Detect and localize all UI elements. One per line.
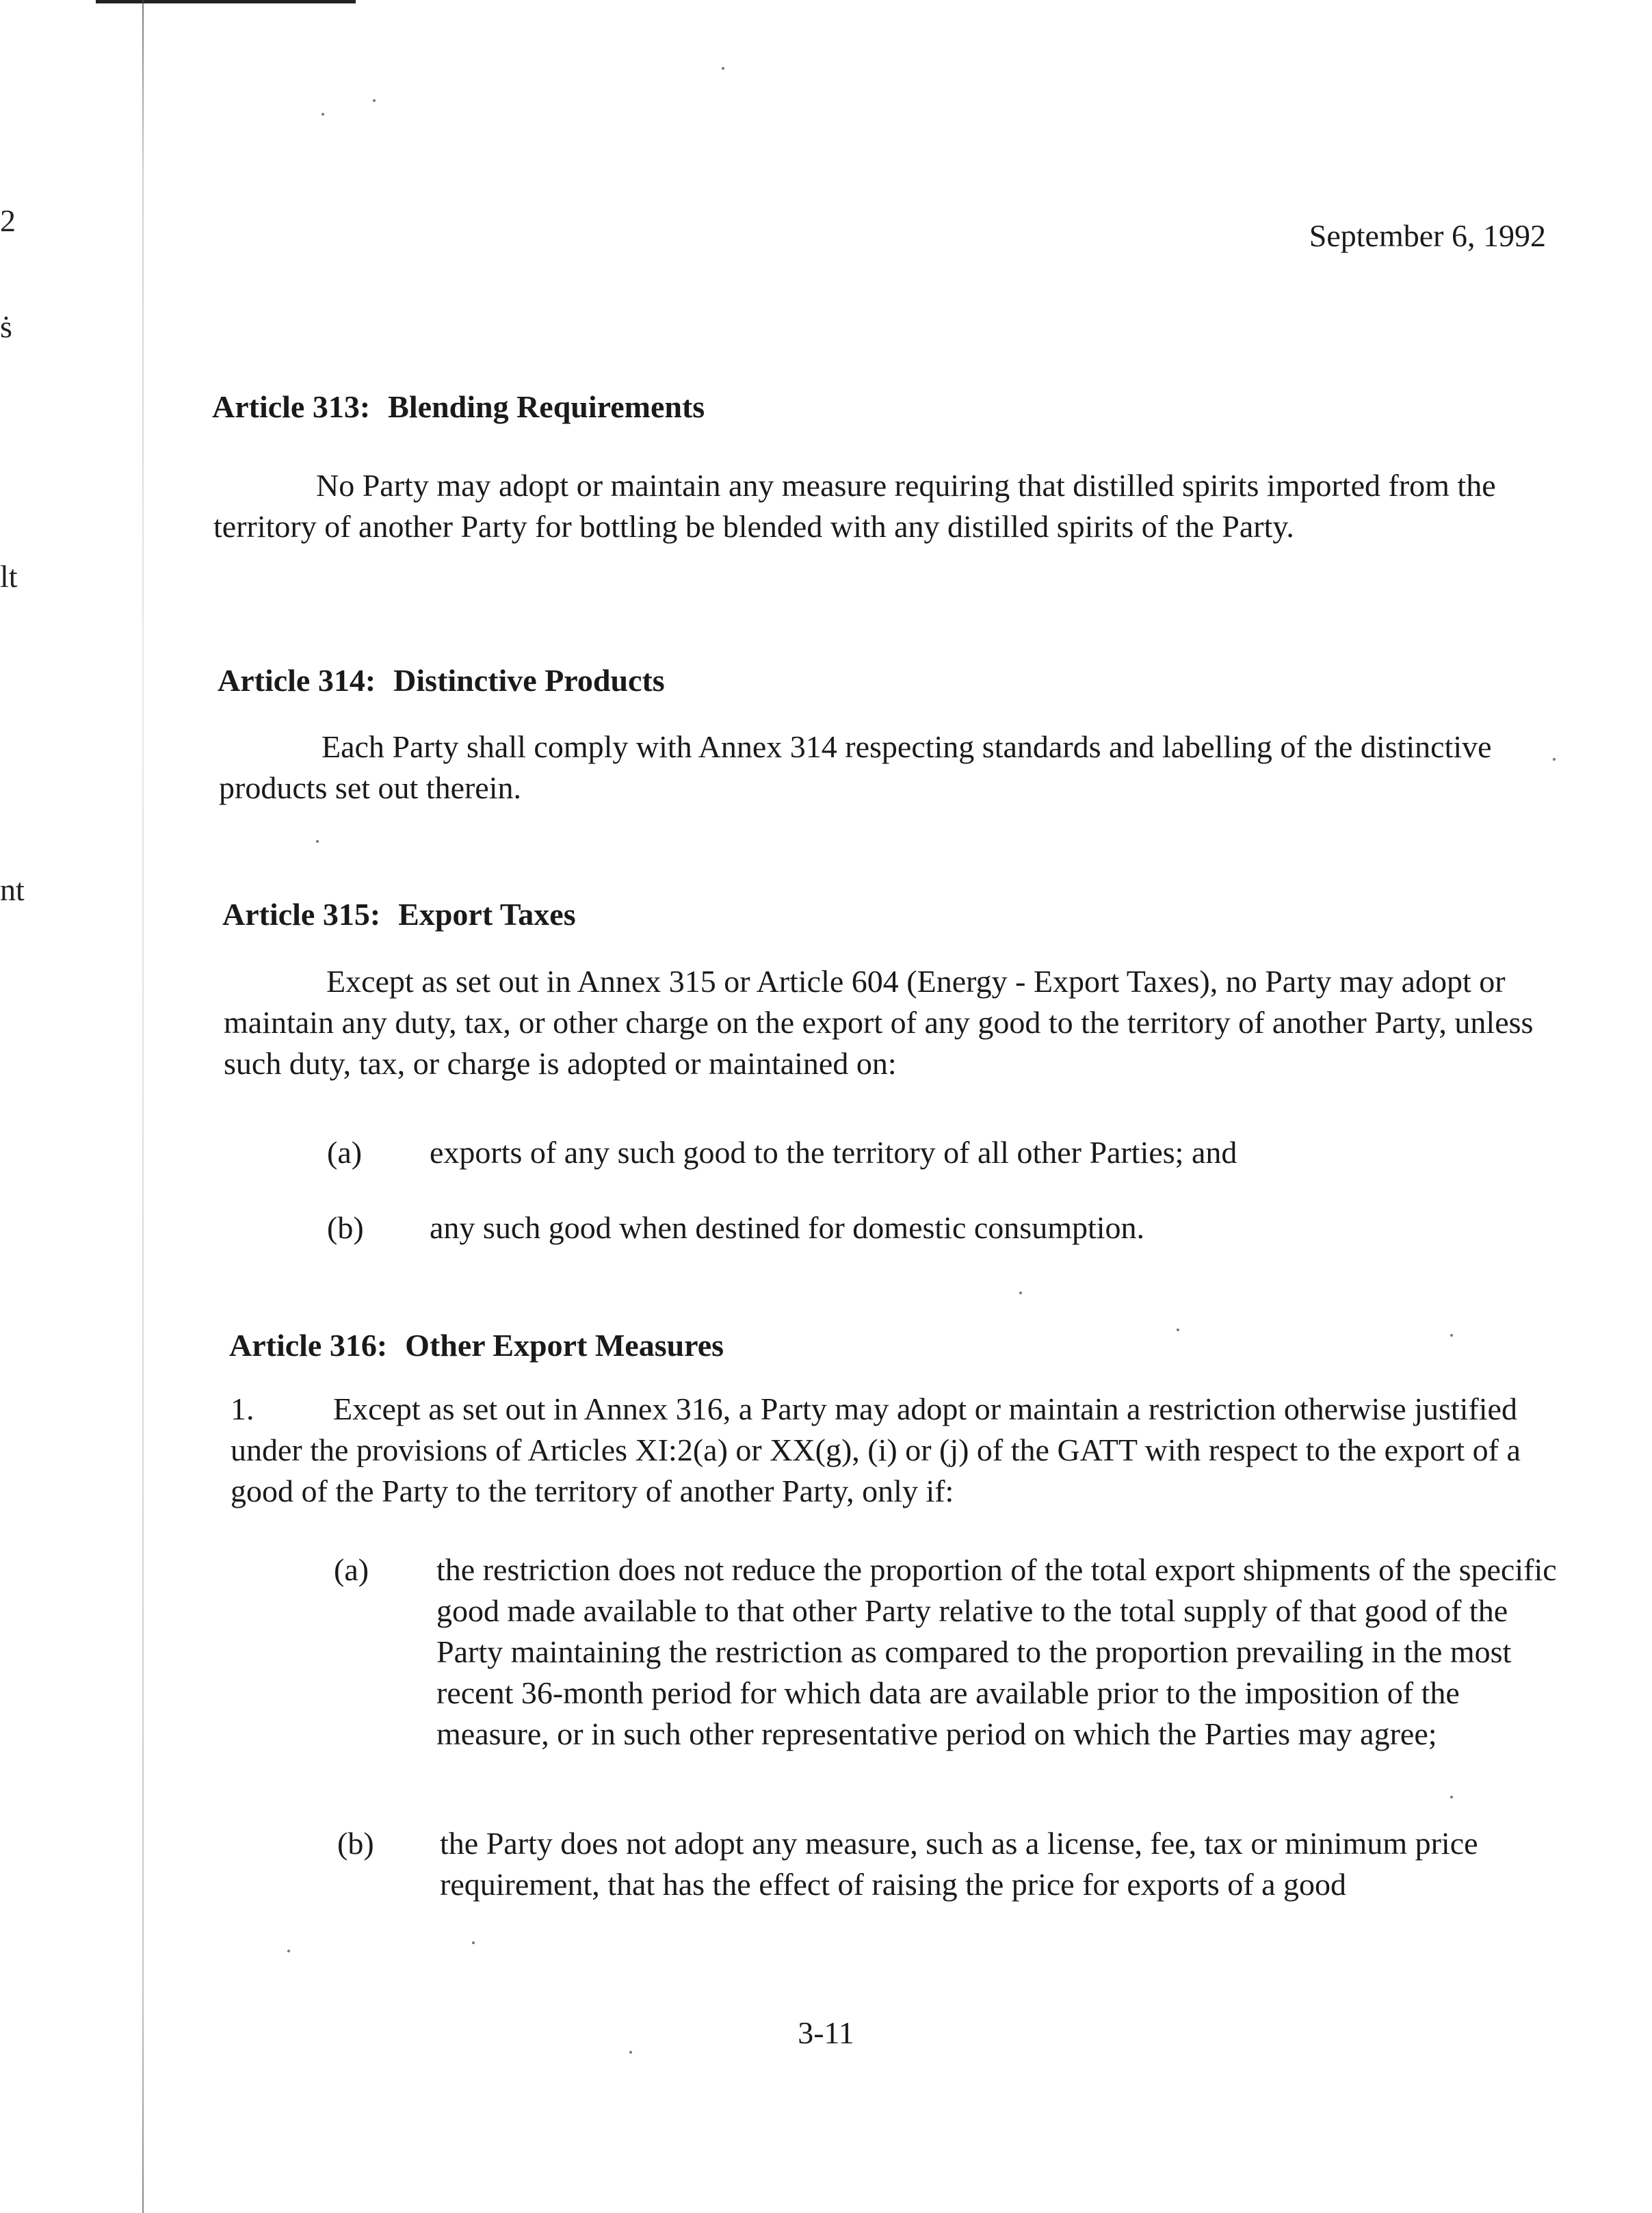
margin-fragment: ṡ bbox=[0, 309, 12, 344]
item-marker: (b) bbox=[327, 1210, 364, 1245]
item-marker: (a) bbox=[327, 1135, 363, 1170]
scan-speck bbox=[1019, 1292, 1022, 1294]
scan-speck bbox=[472, 1941, 475, 1944]
item-text: exports of any such good to the territory of all other Parties; and bbox=[430, 1135, 1237, 1170]
scan-speck bbox=[629, 2051, 632, 2054]
article-313-heading bbox=[212, 389, 705, 425]
article-title: Export Taxes bbox=[398, 897, 576, 932]
article-315-item-b bbox=[327, 1207, 1551, 1248]
scan-speck bbox=[1450, 1334, 1453, 1337]
article-number: Article 314: bbox=[218, 663, 376, 698]
margin-fragment: lt bbox=[0, 559, 18, 594]
scan-speck bbox=[322, 113, 324, 116]
margin-fragment: 2 bbox=[0, 203, 16, 238]
article-315-item-a bbox=[327, 1132, 1551, 1173]
scan-speck bbox=[1177, 1328, 1179, 1331]
article-number: Article 316: bbox=[229, 1328, 388, 1363]
document-date: September 6, 1992 bbox=[1309, 218, 1546, 253]
paragraph-text: Except as set out in Annex 316, a Party may adopt or maintain a restriction otherwise justified under the provisions of Articles XI:2(a) or XX(g), (i) or (j) of the GATT with respect to the export of a good of the Party to the territory of another Party, only if: bbox=[231, 1391, 1521, 1508]
scan-binding-line bbox=[142, 0, 144, 2213]
article-title: Distinctive Products bbox=[393, 663, 665, 698]
item-text: the Party does not adopt any measure, such as a license, fee, tax or minimum price requirement, that has the effect of raising the price for exports of a good bbox=[440, 1826, 1478, 1902]
scan-speck bbox=[1553, 758, 1556, 761]
scan-speck bbox=[287, 1950, 290, 1952]
article-316-heading bbox=[229, 1327, 724, 1363]
article-title: Other Export Measures bbox=[405, 1328, 724, 1363]
item-marker: (b) bbox=[337, 1826, 374, 1861]
scan-speck bbox=[1450, 1796, 1453, 1798]
article-313-paragraph: No Party may adopt or maintain any measure requiring that distilled spirits imported from the territory of another Party for bottling be blended with any distilled spirits of the Party. bbox=[213, 468, 1496, 544]
article-314-heading bbox=[218, 662, 665, 698]
scan-speck bbox=[722, 67, 724, 70]
article-315-paragraph: Except as set out in Annex 315 or Article 604 (Energy - Export Taxes), no Party may adopt or maintain any duty, tax, or other charge on the export of any good to the territory of another Party, unless such duty, tax, or charge is adopted or maintained on: bbox=[224, 964, 1534, 1081]
item-text: the restriction does not reduce the proportion of the total export shipments of the specific good made available to that other Party relative to the total supply of that good of the Party maintaining the restriction as compared to the proportion prevailing in the most recent 36-month period for which data are available prior to the imposition of the measure, or in such other representative period on which the Parties may agree; bbox=[436, 1552, 1557, 1751]
article-314-paragraph: Each Party shall comply with Annex 314 respecting standards and labelling of the distinctive products set out therein. bbox=[219, 729, 1492, 805]
item-marker: (a) bbox=[334, 1552, 369, 1587]
page-number: 3-11 bbox=[798, 2015, 854, 2050]
article-316-item-a bbox=[334, 1549, 1565, 1755]
item-text: any such good when destined for domestic consumption. bbox=[430, 1210, 1145, 1245]
paragraph-number: 1. bbox=[231, 1391, 254, 1426]
article-number: Article 313: bbox=[212, 389, 371, 424]
article-number: Article 315: bbox=[222, 897, 381, 932]
scan-top-rule bbox=[96, 0, 356, 3]
scan-speck bbox=[316, 840, 319, 843]
article-316-item-b bbox=[337, 1823, 1565, 1905]
margin-fragment: nt bbox=[0, 872, 25, 907]
article-315-heading bbox=[222, 896, 576, 932]
article-316-paragraph-1 bbox=[231, 1389, 1558, 1512]
scan-speck bbox=[373, 99, 376, 102]
article-title: Blending Requirements bbox=[388, 389, 705, 424]
